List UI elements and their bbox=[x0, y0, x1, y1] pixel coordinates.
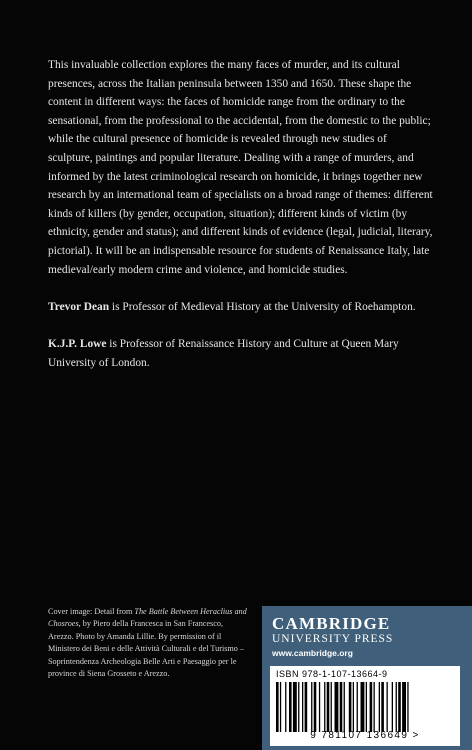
isbn-label: ISBN 978-1-107-13664-9 bbox=[276, 669, 388, 679]
credit-rest: , by Piero della Francesca in San Francesco, Arezzo. Photo by Amanda Lillie. By permission of il Ministero dei Beni e delle Attività Culturali e del Turismo – Soprintendenza Archeologia Belle Arti e Paesaggio per le province di Siena Grosseto e Arezzo. bbox=[48, 619, 245, 679]
editor-name-1: Trevor Dean bbox=[48, 300, 110, 313]
editor-name-2: K.J.P. Lowe bbox=[48, 337, 107, 350]
blurb bbox=[48, 56, 433, 391]
editor-bio-1 bbox=[48, 298, 433, 317]
editor-bio-text-2: is Professor of Renaissance History and Culture at Queen Mary University of London. bbox=[48, 337, 399, 369]
editor-bio-text-1: is Professor of Medieval History at the University of Roehampton. bbox=[109, 300, 416, 313]
publisher-website: www.cambridge.org bbox=[272, 648, 353, 658]
editor-bio-2 bbox=[48, 335, 433, 372]
barcode-digits: 9 781107 136649 > bbox=[310, 730, 420, 741]
description-paragraph: This invaluable collection explores the many faces of murder, and its cultural presences, across the Italian peninsula between 1350 and 1650. These shape the content in different ways: the faces of homicide range from the ordinary to the sensational, from the professional to the accidental, from the domestic to the public; while the cultural presence of homicide is revealed through new studies of sculpture, paintings and popular literature. Dealing with a range of murders, and informed by the latest criminological research on homicide, it brings together new research by an international team of specialists on a broad range of themes: different kinds of killers (by gender, occupation, situation); different kinds of victim (by ethnicity, gender and status); and different kinds of evidence (legal, judicial, literary, pictorial). It will be an indispensable resource for students of Renaissance Italy, late medieval/early modern crime and violence, and homicide studies. bbox=[48, 59, 433, 276]
publisher-logo-line2: UNIVERSITY PRESS bbox=[272, 633, 394, 645]
cover-image-credit bbox=[48, 606, 248, 680]
credit-work-title: The Battle Between Heraclius and Chosroes bbox=[48, 607, 247, 629]
barcode-panel bbox=[270, 666, 460, 746]
publisher-panel bbox=[262, 606, 472, 750]
credit-prefix: Cover image: Detail from bbox=[48, 607, 135, 616]
barcode-icon bbox=[276, 682, 454, 732]
publisher-logo-line1: CAMBRIDGE bbox=[272, 614, 391, 633]
